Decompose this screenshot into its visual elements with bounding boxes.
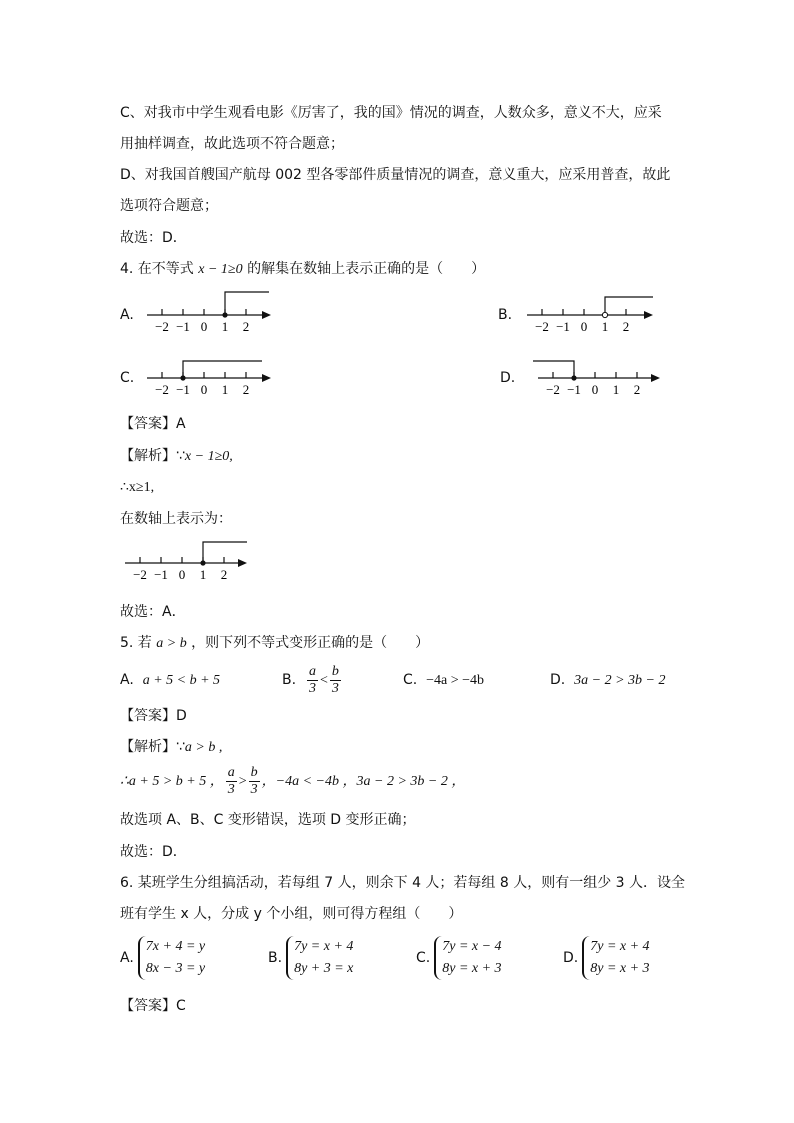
q4-option-b-label: B. xyxy=(498,307,513,323)
q6-option-d: D. 7y = x + 4 8y = x + 3 xyxy=(563,936,650,980)
q5-derivation: ∴a + 5 > b + 5 ， $\frac{a}{3}$ > $\frac{b}{3}$ ，−4a < −4b ，3a − 2 > 3b − 2 ， xyxy=(120,765,466,798)
tick-label: 2 xyxy=(242,382,250,397)
q5-option-b: B. $\frac{a}{3}$ < $\frac{b}{3}$ xyxy=(282,663,339,696)
q5-option-a: A. a + 5 < b + 5 xyxy=(120,672,221,688)
choose-line-q3: 故选：D． xyxy=(120,230,187,246)
tick-label: 1 xyxy=(601,319,609,334)
tick-label: 0 xyxy=(580,319,588,334)
tick-label: −2 xyxy=(546,382,560,397)
text-line-c1: C、对我市中学生观看电影《厉害了，我的国》情况的调查，人数众多，意义不大，应采 xyxy=(120,105,662,121)
q6-option-a: A. 7x + 4 = y 8x − 3 = y xyxy=(120,936,205,980)
q4-analysis: 【解析】∵x − 1≥0, xyxy=(120,448,233,464)
tick-label: 0 xyxy=(200,382,208,397)
number-line-option-a xyxy=(145,288,275,336)
q6-stem-line1: 6. 某班学生分组搞活动，若每组 7 人，则余下 4 人；若每组 8 人，则有一组少 3 人．设全 xyxy=(120,875,686,891)
q5-answer: 【答案】D xyxy=(120,708,187,724)
q4-shown: 在数轴上表示为： xyxy=(120,511,232,527)
q4-therefore: ∴x≥1, xyxy=(120,480,155,495)
q6-stem-line2: 班有学生 x 人，分成 y 个小组，则可得方程组（ ） xyxy=(120,906,463,922)
q5-option-d: D. 3a − 2 > 3b − 2 xyxy=(550,672,666,688)
q5-conclusion: 故选项 A、B、C 变形错误，选项 D 变形正确； xyxy=(120,812,416,828)
tick-label: 2 xyxy=(633,382,641,397)
tick-label: −2 xyxy=(535,319,549,334)
tick-label: 0 xyxy=(200,319,208,334)
q4-option-a-label: A. xyxy=(120,307,134,323)
text-line-c2: 用抽样调查，故此选项不符合题意； xyxy=(120,136,344,152)
q5-choose: 故选：D． xyxy=(120,844,187,860)
tick-label: 1 xyxy=(221,319,229,334)
tick-label: 0 xyxy=(178,567,186,582)
tick-label: 1 xyxy=(612,382,620,397)
q6-answer: 【答案】C xyxy=(120,998,186,1014)
tick-label: 1 xyxy=(199,567,207,582)
number-line-option-b xyxy=(525,288,660,336)
tick-label: 2 xyxy=(220,567,228,582)
tick-label: 2 xyxy=(622,319,630,334)
tick-label: −1 xyxy=(154,567,168,582)
tick-label: 1 xyxy=(221,382,229,397)
tick-label: −1 xyxy=(176,319,190,334)
q4-choose: 故选：A． xyxy=(120,604,186,620)
q5-analysis: 【解析】∵a > b , xyxy=(120,739,223,755)
text-line-d2: 选项符合题意； xyxy=(120,198,218,214)
q5-stem: 5. 若 a > b ，则下列不等式变形正确的是（ ） xyxy=(120,635,430,651)
q4-answer: 【答案】A xyxy=(120,416,186,432)
q4-option-c-label: C. xyxy=(120,370,135,386)
q4-stem: 4. 在不等式 x − 1≥0 的解集在数轴上表示正确的是（ ） xyxy=(120,261,486,277)
text-line-d1: D、对我国首艘国产航母 002 型各零部件质量情况的调查，意义重大，应采用普查，故此 xyxy=(120,167,671,183)
q6-option-c: C. 7y = x − 4 8y = x + 3 xyxy=(416,936,502,980)
tick-label: −2 xyxy=(155,382,169,397)
q6-option-b: B. 7y = x + 4 8y + 3 = x xyxy=(268,936,353,980)
number-line-option-c xyxy=(145,352,275,400)
tick-label: −2 xyxy=(155,319,169,334)
number-line-option-d xyxy=(530,352,665,400)
tick-label: −1 xyxy=(567,382,581,397)
tick-label: −1 xyxy=(556,319,570,334)
tick-label: 0 xyxy=(591,382,599,397)
q5-option-c: C. −4a > −4b xyxy=(403,672,485,688)
q4-option-d-label: D. xyxy=(500,370,516,386)
tick-label: −2 xyxy=(133,567,147,582)
number-line-analysis xyxy=(123,536,253,584)
tick-label: 2 xyxy=(242,319,250,334)
tick-label: −1 xyxy=(176,382,190,397)
